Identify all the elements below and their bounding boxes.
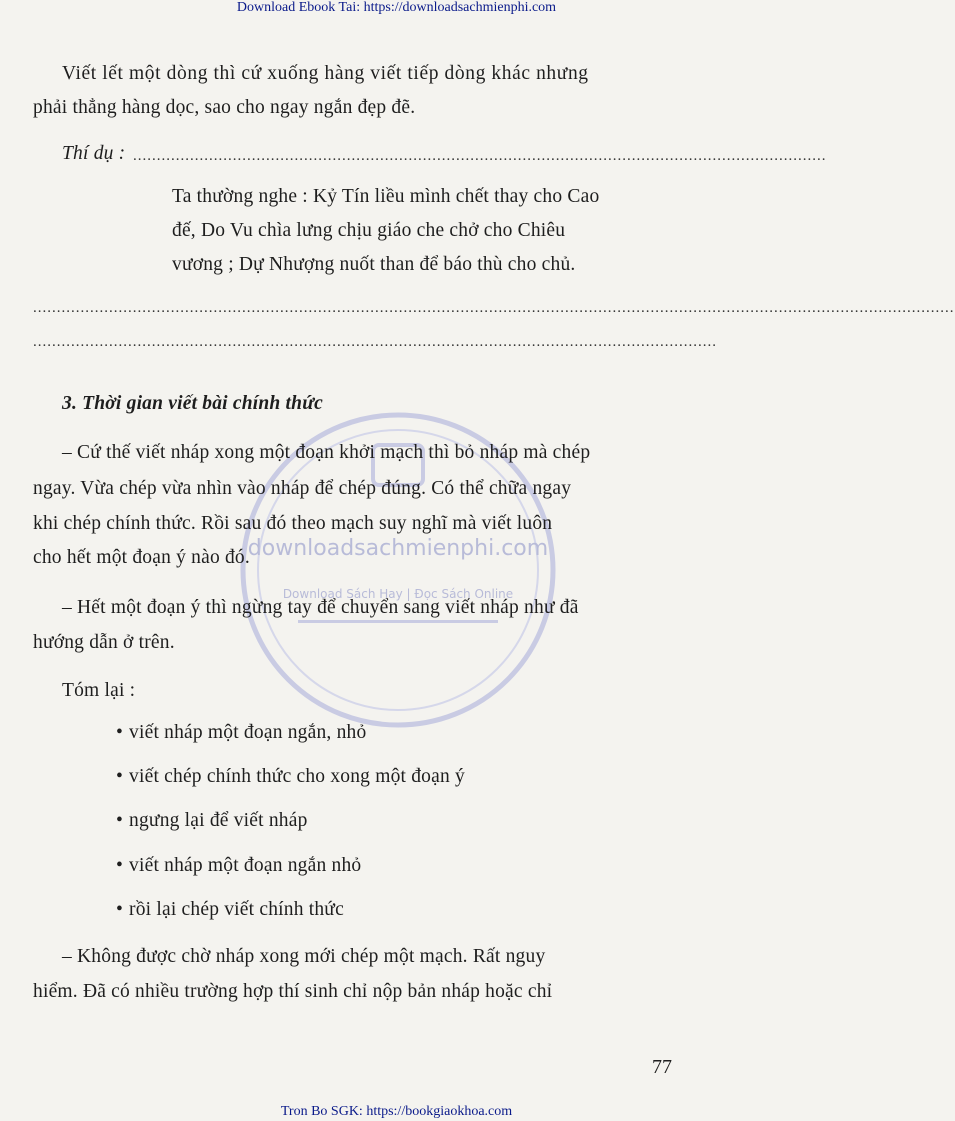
para1-line2: phải thẳng hàng dọc, sao cho ngay ngắn đẹp đẽ. bbox=[33, 97, 416, 118]
header-link[interactable]: Download Ebook Tai: https://downloadsachmienphi.com bbox=[236, 0, 557, 15]
dotted-line-1: .................................................................................................................................................................................................. bbox=[33, 300, 955, 316]
bullet-item-3: • ngưng lại để viết nháp bbox=[116, 810, 308, 832]
watermark-site: downloadsachmienphi.com bbox=[247, 536, 549, 561]
para4-line1: – Không được chờ nháp xong mới chép một mạch. Rất nguy bbox=[62, 946, 546, 967]
summary-label: Tóm lại : bbox=[62, 680, 136, 701]
para3-line2: hướng dẫn ở trên. bbox=[33, 632, 175, 653]
section-title: 3. Thời gian viết bài chính thức bbox=[62, 393, 323, 414]
bullet-item-2: • viết chép chính thức cho xong một đoạn ý bbox=[116, 766, 465, 788]
bullet-item-5: • rồi lại chép viết chính thức bbox=[116, 899, 344, 921]
para2-line2: ngay. Vừa chép vừa nhìn vào nháp để chép đúng. Có thể chữa ngay bbox=[33, 478, 572, 499]
watermark-tagline: Download Sách Hay | Đọc Sách Online bbox=[282, 587, 514, 601]
footer-link[interactable]: Tron Bo SGK: https://bookgiaokhoa.com bbox=[280, 1104, 513, 1119]
quote-line3: vương ; Dự Nhượng nuốt than để báo thù cho chủ. bbox=[172, 254, 576, 275]
example-dotted-line: .................................................................................................................................................. bbox=[133, 148, 827, 164]
dotted-line-2: ................................................................................................................................................ bbox=[33, 334, 717, 350]
quote-line1: Ta thường nghe : Kỷ Tín liều mình chết thay cho Cao bbox=[172, 186, 600, 207]
para2-line4: cho hết một đoạn ý nào đó. bbox=[33, 547, 250, 568]
page-number: 77 bbox=[652, 1056, 672, 1078]
para4-line2: hiểm. Đã có nhiều trường hợp thí sinh chỉ nộp bản nháp hoặc chỉ bbox=[33, 981, 553, 1002]
para1-line1: Viết lết một dòng thì cứ xuống hàng viết tiếp dòng khác nhưng bbox=[62, 63, 589, 84]
para2-line3: khi chép chính thức. Rồi sau đó theo mạch suy nghĩ mà viết luôn bbox=[33, 513, 553, 534]
bullet-item-4: • viết nháp một đoạn ngắn nhỏ bbox=[116, 855, 361, 877]
example-label: Thí dụ : bbox=[62, 143, 126, 164]
para3-line1: – Hết một đoạn ý thì ngừng tay để chuyển sang viết nháp như đã bbox=[62, 597, 579, 618]
quote-line2: đế, Do Vu chìa lưng chịu giáo che chở cho Chiêu bbox=[172, 220, 566, 241]
para2-line1: – Cứ thế viết nháp xong một đoạn khởi mạch thì bỏ nháp mà chép bbox=[62, 442, 591, 463]
bullet-item-1: • viết nháp một đoạn ngắn, nhỏ bbox=[116, 722, 366, 744]
